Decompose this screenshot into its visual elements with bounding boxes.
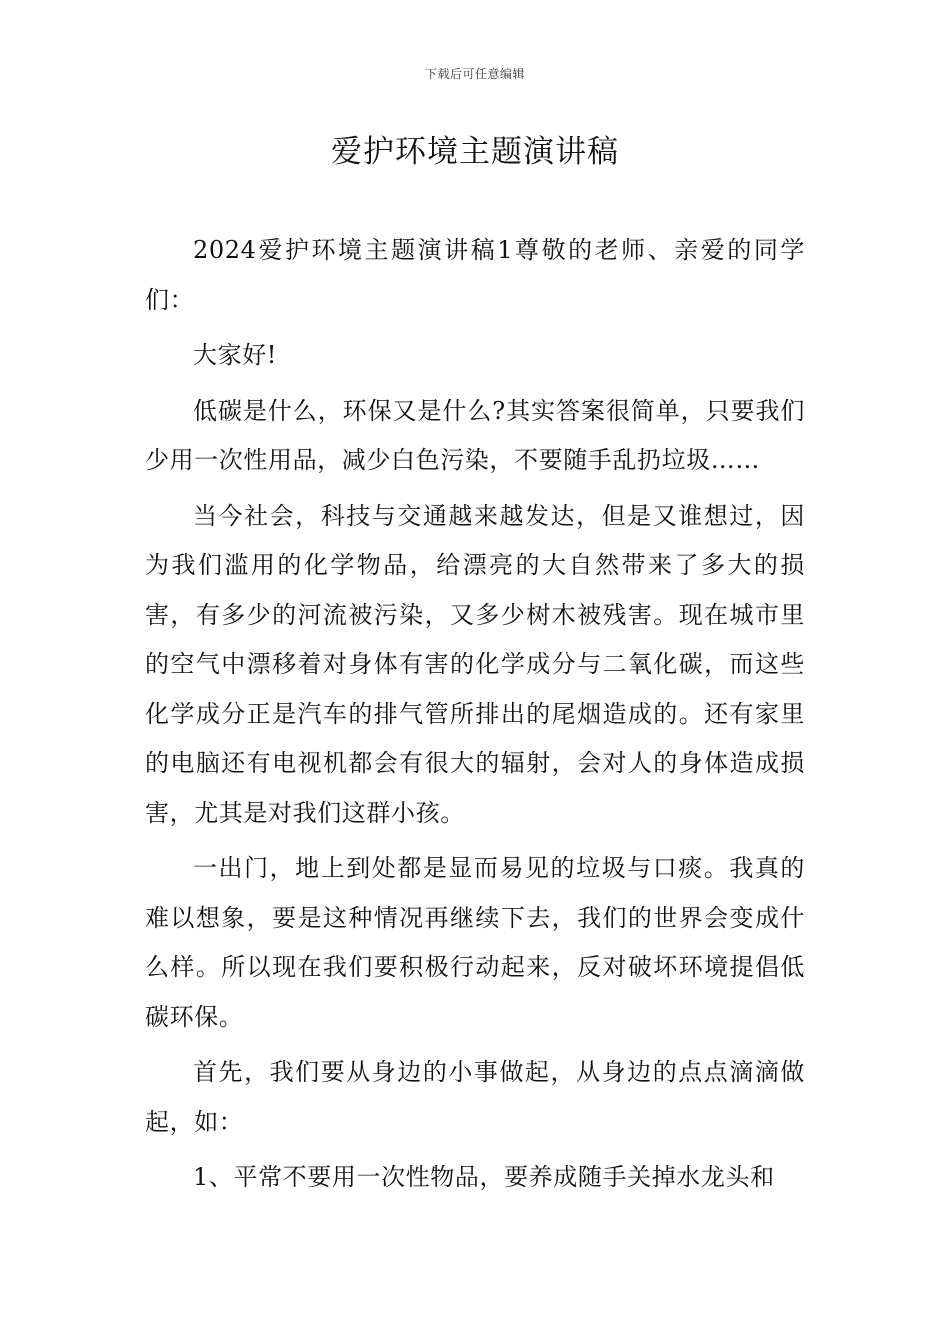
paragraph-first: 首先，我们要从身边的小事做起，从身边的点点滴滴做起，如： [145, 1058, 805, 1136]
header-note: 下载后可任意编辑 [424, 67, 525, 81]
paragraph-hello: 大家好! [193, 341, 278, 369]
document-body [145, 226, 805, 1207]
paragraph-low-carbon: 低碳是什么，环保又是什么?其实答案很简单，只要我们少用一次性用品，减少白色污染，不要随手乱扔垃圾…… [145, 396, 805, 474]
paragraph-list-item-1: 1、平常不要用一次性物品，要养成随手关掉水龙头和 [193, 1163, 775, 1191]
paragraph-going-out: 一出门，地上到处都是显而易见的垃圾与口痰。我真的难以想象，要是这种情况再继续下去，我们的世界会变成什么样。所以现在我们要积极行动起来，反对破坏环境提倡低碳环保。 [145, 854, 805, 1031]
document-title: 爱护环境主题演讲稿 [331, 134, 619, 170]
paragraph-greeting-heading: 2024爱护环境主题演讲稿1尊敬的老师、亲爱的同学们： [145, 236, 805, 314]
paragraph-society: 当今社会，科技与交通越来越发达，但是又谁想过，因为我们滥用的化学物品，给漂亮的大自然带来了多大的损害，有多少的河流被污染，又多少树木被残害。现在城市里的空气中漂移着对身体有害的化学成分与二氧化碳，而这些化学成分正是汽车的排气管所排出的尾烟造成的。还有家里的电脑还有电视机都会有很大的辐射，会对人的身体造成损害，尤其是对我们这群小孩。 [145, 501, 805, 827]
